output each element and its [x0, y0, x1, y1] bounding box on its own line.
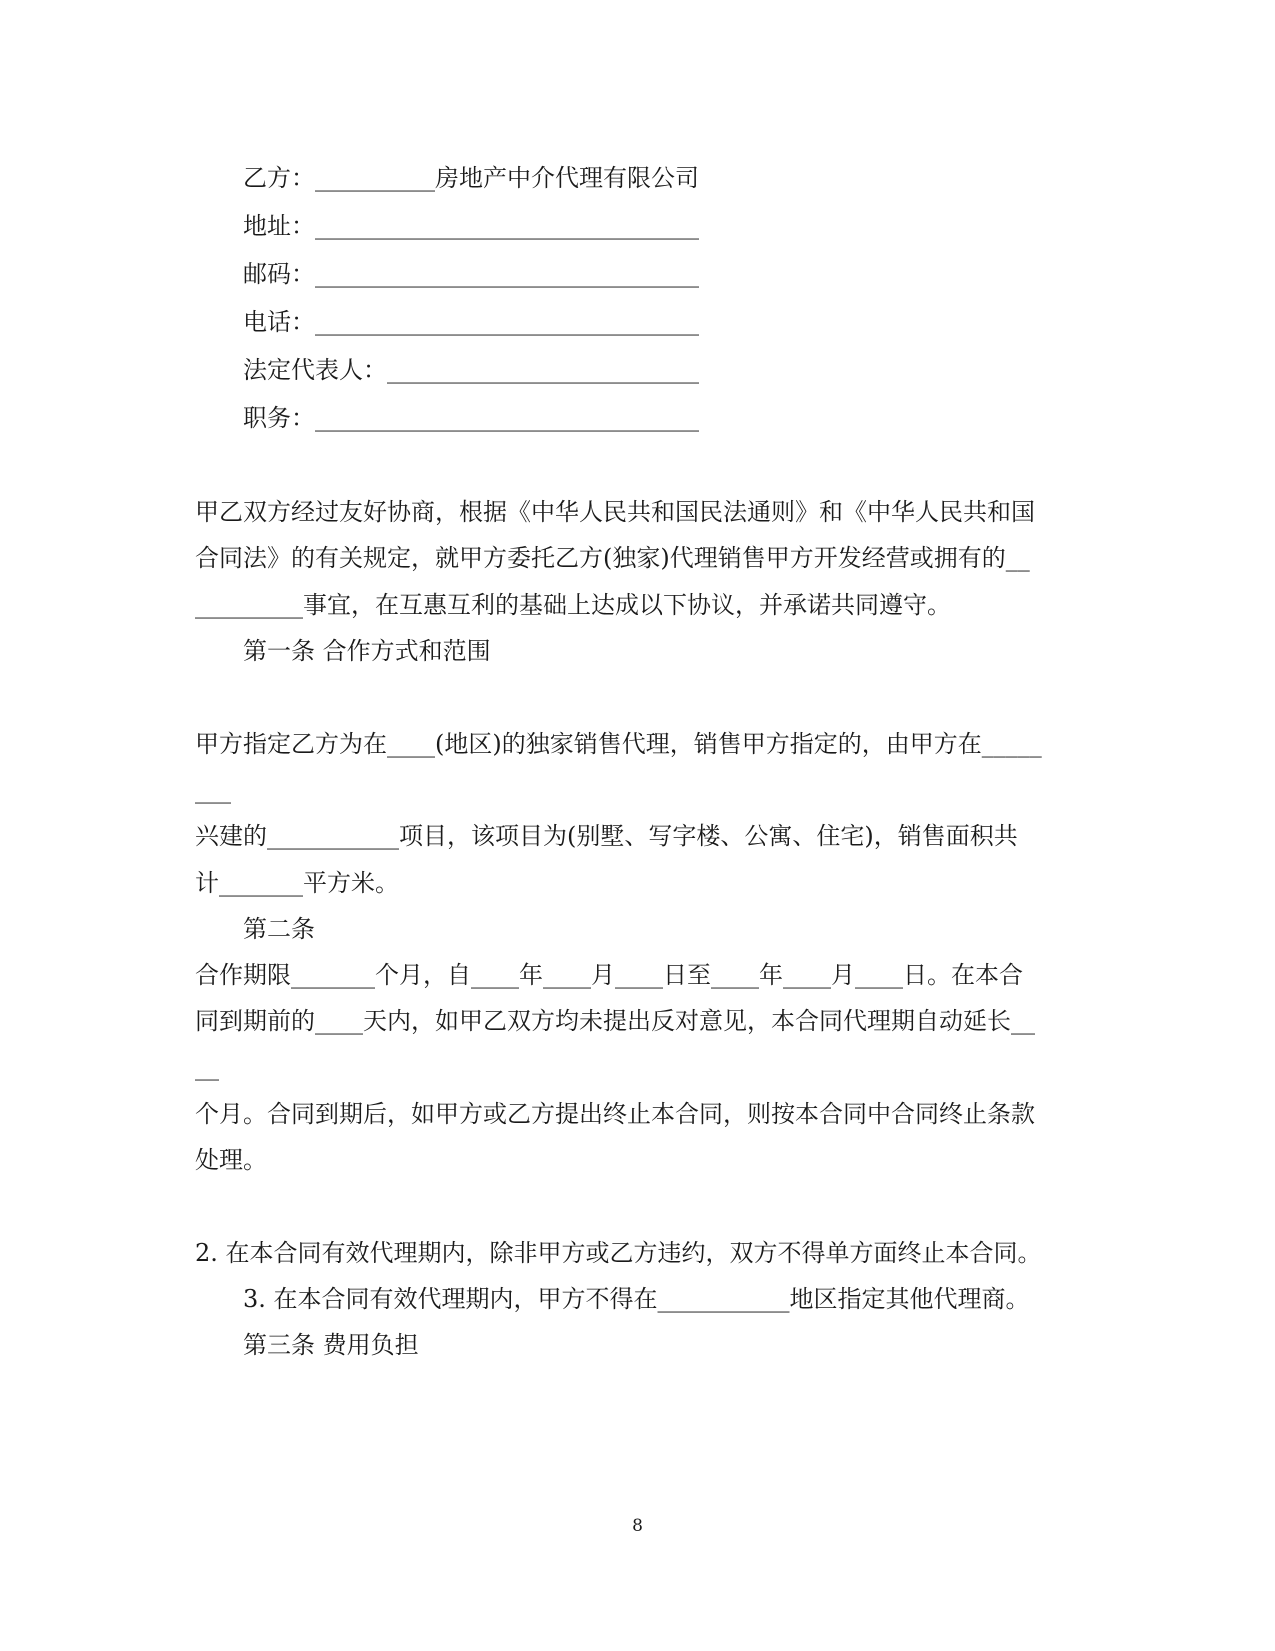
- article-2-line-1: 合作期限_______个月，自____年____月____日至____年____月____日。在本合: [195, 961, 1023, 989]
- article-2-line-5: 处理。: [195, 1146, 267, 1174]
- party-b-position: 职务：________________________________: [243, 404, 699, 432]
- article-2-line-3: __: [195, 1053, 219, 1081]
- page-number: 8: [632, 1516, 643, 1536]
- article-1-line-4: 计_______平方米。: [195, 869, 399, 897]
- article-1-line-3: 兴建的___________项目，该项目为(别墅、写字楼、公寓、住宅)，销售面积共: [195, 822, 1018, 850]
- preamble-line-3: _________事宜，在互惠互利的基础上达成以下协议，并承诺共同遵守。: [195, 591, 951, 619]
- article-2-line-2: 同到期前的____天内，如甲乙双方均未提出反对意见，本合同代理期自动延长__: [195, 1007, 1035, 1035]
- article-1-title: 第一条 合作方式和范围: [243, 637, 491, 665]
- party-b-address: 地址：________________________________: [243, 212, 699, 240]
- preamble-line-1: 甲乙双方经过友好协商，根据《中华人民共和国民法通则》和《中华人民共和国: [195, 498, 1035, 526]
- article-1-line-2: ___: [195, 776, 231, 804]
- party-b-postcode: 邮码：________________________________: [243, 260, 699, 288]
- article-2-item-3: 3. 在本合同有效代理期内，甲方不得在___________地区指定其他代理商。: [243, 1285, 1030, 1313]
- article-2-line-4: 个月。合同到期后，如甲方或乙方提出终止本合同，则按本合同中合同终止条款: [195, 1100, 1035, 1128]
- article-2-title: 第二条: [243, 915, 315, 943]
- party-b-name: 乙方：__________房地产中介代理有限公司: [243, 164, 699, 192]
- preamble-line-2: 合同法》的有关规定，就甲方委托乙方(独家)代理销售甲方开发经营或拥有的__: [195, 544, 1030, 572]
- party-b-phone: 电话：________________________________: [243, 308, 699, 336]
- party-b-legal-rep: 法定代表人：__________________________: [243, 356, 699, 384]
- article-2-item-2: 2. 在本合同有效代理期内，除非甲方或乙方违约，双方不得单方面终止本合同。: [195, 1239, 1042, 1267]
- article-1-line-1: 甲方指定乙方为在____(地区)的独家销售代理，销售甲方指定的，由甲方在_____: [195, 730, 1042, 758]
- article-3-title: 第三条 费用负担: [243, 1331, 419, 1359]
